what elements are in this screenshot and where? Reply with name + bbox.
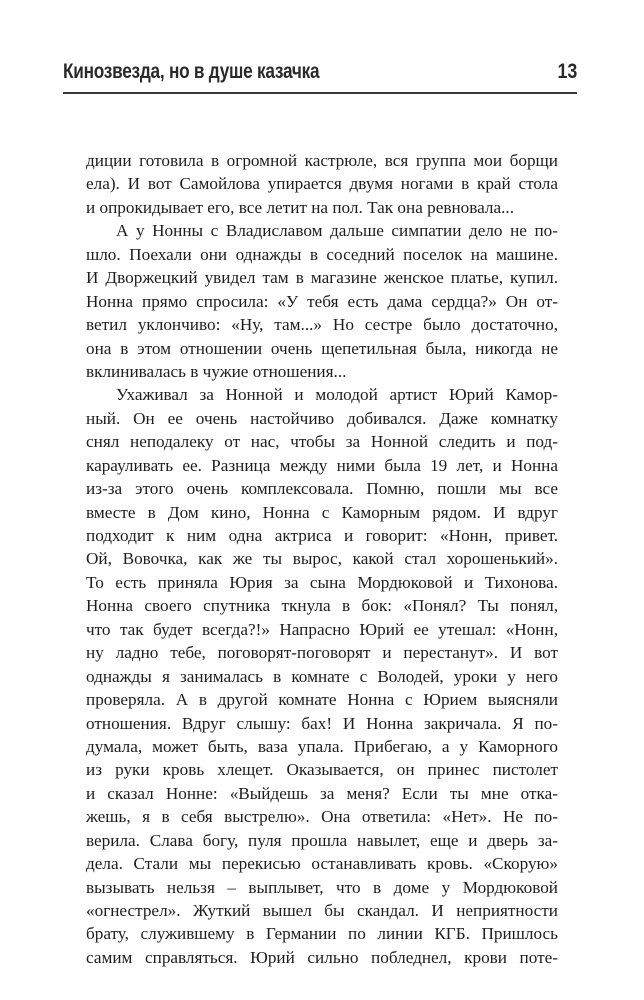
text-line: дела. Стали мы перекисью останавливать кровь. «Скорую»: [86, 854, 558, 874]
text-line: и сказал Нонне: «Выйдешь за меня? Если ты мне отка-: [86, 783, 558, 803]
text-line: верила. Слава богу, пуля прошла навылет, еще и дверь за-: [86, 830, 558, 850]
body-text: [86, 149, 558, 969]
text-line: из руки кровь хлещет. Оказывается, он принес пистолет: [86, 760, 558, 780]
text-line: ный. Он ее очень настойчиво добивался. Даже комнатку: [86, 408, 558, 428]
text-line: вместе в Дом кино, Нонна с Каморным рядом. И вдруг: [86, 502, 558, 522]
text-line: диции готовила в огромной кастрюле, вся группа мои борщи: [86, 151, 558, 170]
text-line: однажды я занималась в комнате с Володей, уроки у него: [86, 666, 558, 686]
text-line: «огнестрел». Жуткий вышел бы скандал. И неприятности: [86, 901, 558, 920]
page-number: 13: [557, 60, 577, 83]
text-line: что так будет всегда?!» Напрасно Юрий ее утешал: «Нонн,: [86, 619, 558, 639]
text-line: То есть приняла Юрия за сына Мордюковой и Тихонова.: [86, 572, 558, 592]
running-title: Кинозвезда, но в душе казачка: [63, 60, 320, 83]
text-line: проверяла. А в другой комнате Нонна с Юрием выясняли: [86, 690, 558, 710]
text-line: ну ладно тебе, поговорят-поговорят и перестанут». И вот: [86, 643, 558, 663]
text-line: шло. Поехали они однажды в соседний поселок на машине.: [86, 244, 558, 264]
text-line: из-за этого очень комплексовала. Помню, пошли мы все: [86, 479, 558, 499]
text-line: жешь, я в себя выстрелю». Она ответила: «Нет». Не по-: [86, 807, 558, 827]
text-line: отношения. Вдруг слышу: бах! И Нонна закричала. Я по-: [86, 713, 558, 733]
text-line: брату, служившему в Германии по линии КГБ. Пришлось: [86, 924, 558, 944]
text-line: Ой, Вовочка, как же ты вырос, какой стал хорошенький».: [86, 549, 558, 569]
text-line: карауливать ее. Разница между ними была 19 лет, и Нонна: [86, 455, 558, 475]
running-header: [63, 56, 577, 94]
text-line: вызывать нельзя – выплывет, что в доме у Мордюковой: [86, 877, 558, 897]
text-line: Ухаживал за Нонной и молодой артист Юрий Камор-: [116, 385, 558, 405]
text-line: снял неподалеку от нас, чтобы за Нонной следить и под-: [86, 432, 558, 452]
text-line: думала, может быть, ваза упала. Прибегаю, а у Каморного: [86, 736, 558, 756]
text-line: Нонна своего спутника ткнула в бок: «Понял? Ты понял,: [86, 596, 558, 616]
text-line: самим справляться. Юрий сильно побледнел, крови поте-: [86, 947, 558, 967]
text-line: и опрокидывает его, все летит на пол. Так она ревновала...: [86, 197, 515, 217]
text-line: ветил уклончиво: «Ну, там...» Но сестре было достаточно,: [86, 315, 558, 335]
text-line: А у Нонны с Владиславом дальше симпатии дело не по-: [116, 221, 558, 241]
text-line: Нонна прямо спросила: «У тебя есть дама сердца?» Он от-: [86, 291, 558, 311]
text-line: подходит к ним одна актриса и говорит: «Нонн, привет.: [86, 526, 558, 545]
text-line: И Дворжецкий увидел там в магазине женское платье, купил.: [86, 268, 558, 288]
header-rule: [63, 92, 577, 94]
text-line: она в этом отношении очень щепетильная была, никогда не: [86, 338, 558, 358]
text-line: вклинивалась в чужие отношения...: [86, 361, 347, 381]
text-line: ела). И вот Самойлова упирается двумя ногами в край стола: [86, 174, 558, 194]
